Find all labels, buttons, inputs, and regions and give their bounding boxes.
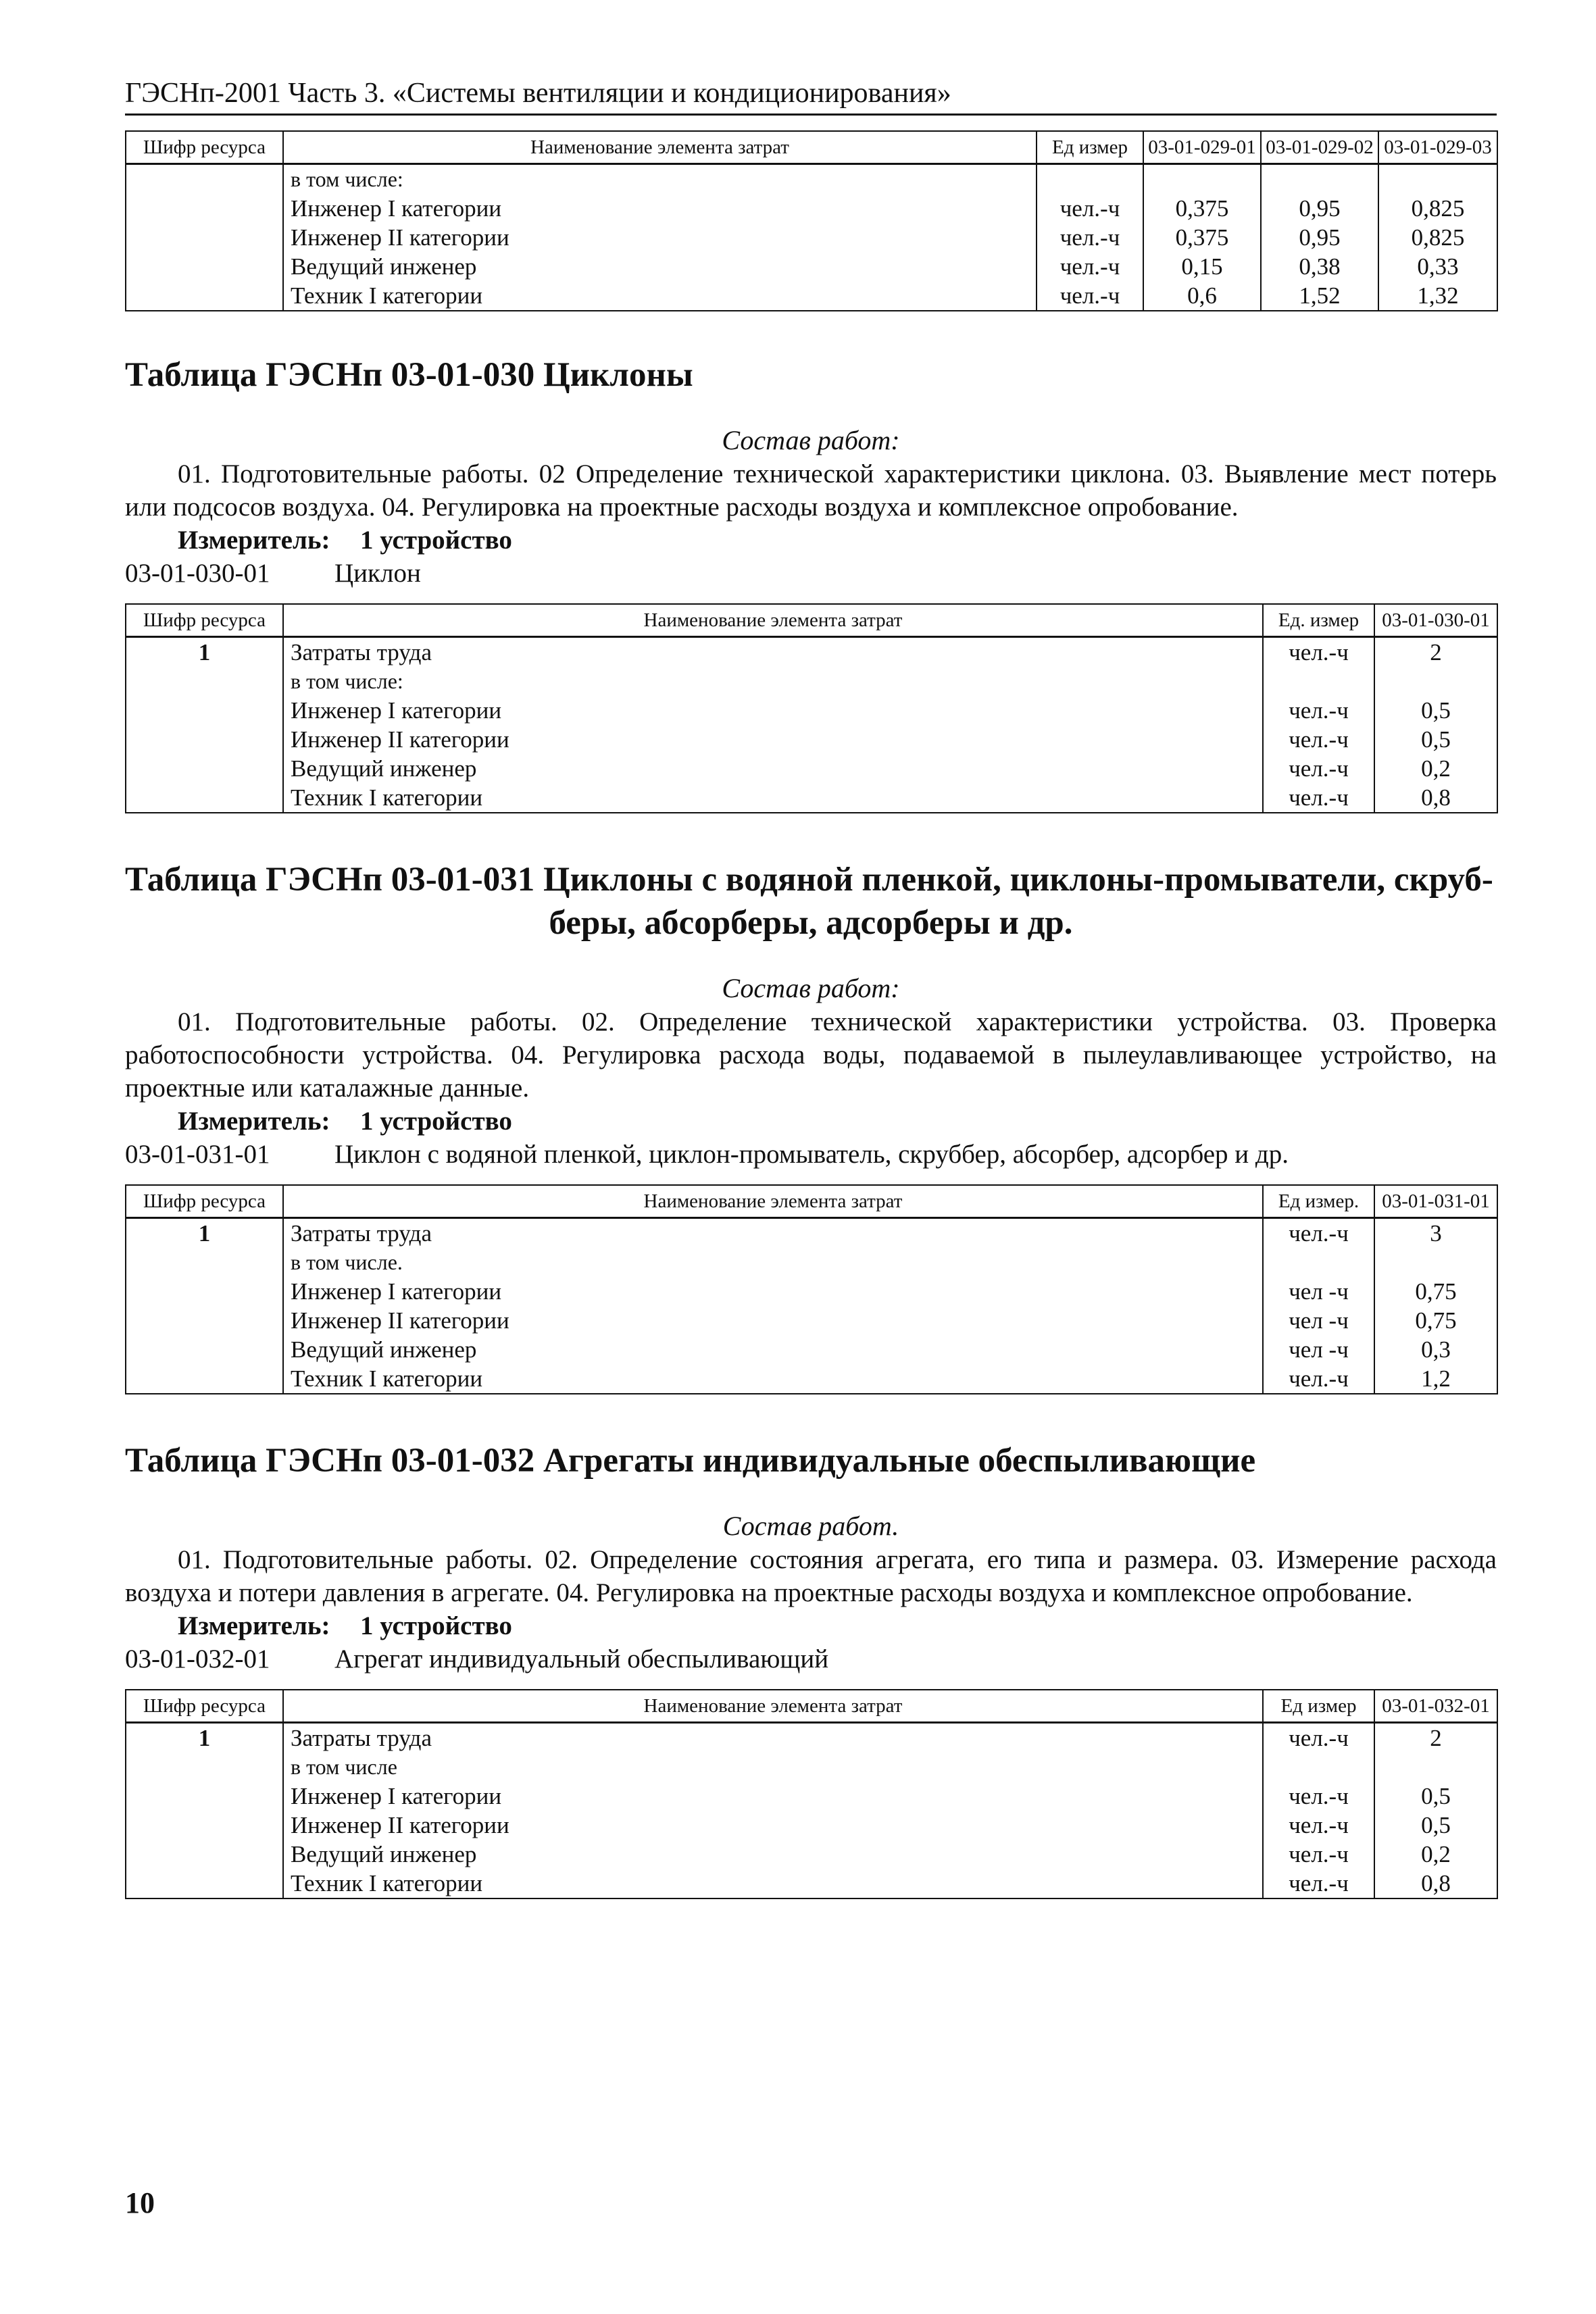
table-row xyxy=(126,637,1497,668)
document-page xyxy=(125,74,1497,1899)
row-name: Инженер II категории xyxy=(283,1811,1263,1840)
row-unit: чел.-ч xyxy=(1037,252,1143,281)
row-name: Инженер II категории xyxy=(283,725,1263,754)
row-value: 0,8 xyxy=(1374,783,1497,813)
row-value: 0,95 xyxy=(1261,194,1378,223)
table-row xyxy=(126,252,1497,281)
header-code: Шифр ресурса xyxy=(126,1690,283,1723)
row-name: Ведущий инженер xyxy=(283,754,1263,783)
table-row xyxy=(126,1218,1497,1249)
row-unit: чел.-ч xyxy=(1263,1782,1374,1811)
table-title: Таблица ГЭСНп 03-01-032 Агрегаты индивидуальные обеспыливающие xyxy=(125,1442,1256,1480)
table-row xyxy=(126,783,1497,813)
row-name: в том числе: xyxy=(283,667,1263,696)
works-label: Состав работ: xyxy=(722,425,900,455)
row-value: 0,5 xyxy=(1374,696,1497,725)
row-name: в том числе. xyxy=(283,1248,1263,1277)
table-row xyxy=(126,1277,1497,1306)
row-name: Техник I категории xyxy=(283,783,1263,813)
header-col1: 03-01-032-01 xyxy=(1374,1690,1497,1723)
table-row xyxy=(126,164,1497,195)
row-name: Инженер II категории xyxy=(283,223,1037,252)
measure-value: 1 устройство xyxy=(360,1107,512,1136)
works-label: Состав работ. xyxy=(722,1511,899,1541)
row-name: Ведущий инженер xyxy=(283,252,1037,281)
row-unit: чел.-ч xyxy=(1263,1811,1374,1840)
section-03-01-030 xyxy=(125,353,1497,813)
row-value: 0,825 xyxy=(1378,223,1497,252)
row-value: 0,5 xyxy=(1374,725,1497,754)
row-name: Техник I категории xyxy=(283,1869,1263,1898)
row-unit: чел.-ч xyxy=(1263,754,1374,783)
header-code: Шифр ресурса xyxy=(126,604,283,637)
header-col3: 03-01-029-03 xyxy=(1378,131,1497,164)
measure-value: 1 устройство xyxy=(360,1611,512,1640)
row-value: 0,6 xyxy=(1143,281,1261,311)
table-row xyxy=(126,1306,1497,1335)
row-name: в том числе xyxy=(283,1753,1263,1782)
row-value: 0,5 xyxy=(1374,1782,1497,1811)
row-unit: чел.-ч xyxy=(1037,194,1143,223)
header-name: Наименование элемента затрат xyxy=(283,1185,1263,1218)
row-unit: чел.-ч xyxy=(1263,1218,1374,1249)
table-row xyxy=(126,281,1497,311)
table-row xyxy=(126,1753,1497,1782)
row-unit: чел.-ч xyxy=(1263,1723,1374,1753)
row-value: 0,75 xyxy=(1374,1306,1497,1335)
header-col2: 03-01-029-02 xyxy=(1261,131,1378,164)
page-number: 10 xyxy=(125,2186,155,2219)
variant-line xyxy=(125,1642,1497,1676)
table-row xyxy=(126,754,1497,783)
table-row xyxy=(126,223,1497,252)
row-value: 2 xyxy=(1374,1723,1497,1753)
header-name: Наименование элемента затрат xyxy=(283,131,1037,164)
table-header-row xyxy=(126,131,1497,164)
row-unit: чел.-ч xyxy=(1263,1364,1374,1394)
table-header-row xyxy=(126,1690,1497,1723)
works-description: 01. Подготовительные работы. 02. Определение состояния агрегата, его типа и размера. 03. Измерение расхода воздуха и потери давления в агрегате. 04. Регулировка на проектные расходы воздуха и комплексное опробование. xyxy=(125,1545,1497,1607)
row-unit: чел.-ч xyxy=(1263,637,1374,668)
table-03-01-031 xyxy=(125,1184,1498,1394)
header-col1: 03-01-031-01 xyxy=(1374,1185,1497,1218)
measure-label: Измеритель: xyxy=(178,526,330,555)
row-code: 1 xyxy=(126,637,283,668)
row-value: 1,52 xyxy=(1261,281,1378,311)
measure-value: 1 устройство xyxy=(360,526,512,555)
variant-code: 03-01-031-01 xyxy=(125,1140,270,1169)
measure-label: Измеритель: xyxy=(178,1107,330,1136)
row-name: Инженер II категории xyxy=(283,1306,1263,1335)
row-unit: чел.-ч xyxy=(1037,281,1143,311)
table-03-01-030 xyxy=(125,603,1498,813)
row-unit: чел.-ч xyxy=(1263,696,1374,725)
table-row xyxy=(126,725,1497,754)
measure-line xyxy=(125,1105,1497,1138)
row-value: 0,375 xyxy=(1143,194,1261,223)
row-unit: чел.-ч xyxy=(1037,223,1143,252)
row-value: 0,825 xyxy=(1378,194,1497,223)
works-description: 01. Подготовительные работы. 02 Определение технической характеристики циклона. 03. Выявление мест потерь или подсосов воздуха. 04. Регулировка на проектные расходы воздуха и комплексное опробование. xyxy=(125,459,1497,522)
row-name: Техник I категории xyxy=(283,281,1037,311)
row-value: 1,32 xyxy=(1378,281,1497,311)
table-row xyxy=(126,1335,1497,1364)
row-name: Инженер I категории xyxy=(283,194,1037,223)
table-title-line-2: беры, абсорберы, адсорберы и др. xyxy=(549,904,1073,942)
table-row xyxy=(126,1782,1497,1811)
table-title xyxy=(125,858,1497,945)
row-value: 0,8 xyxy=(1374,1869,1497,1898)
row-name: Ведущий инженер xyxy=(283,1335,1263,1364)
variant-code: 03-01-032-01 xyxy=(125,1644,270,1674)
running-head: ГЭСНп-2001 Часть 3. «Системы вентиляции и кондиционирования» xyxy=(125,74,1497,116)
row-name: Инженер I категории xyxy=(283,1277,1263,1306)
table-row xyxy=(126,696,1497,725)
table-03-01-032 xyxy=(125,1689,1498,1899)
header-code: Шифр ресурса xyxy=(126,131,283,164)
header-unit: Ед. измер xyxy=(1263,604,1374,637)
row-name: Техник I категории xyxy=(283,1364,1263,1394)
row-unit: чел -ч xyxy=(1263,1306,1374,1335)
row-value: 0,375 xyxy=(1143,223,1261,252)
table-title: Таблица ГЭСНп 03-01-030 Циклоны xyxy=(125,356,693,394)
variant-line xyxy=(125,1138,1497,1171)
row-value: 0,2 xyxy=(1374,1840,1497,1869)
row-unit: чел -ч xyxy=(1263,1277,1374,1306)
row-value: 0,5 xyxy=(1374,1811,1497,1840)
header-col1: 03-01-030-01 xyxy=(1374,604,1497,637)
table-03-01-029 xyxy=(125,130,1498,311)
table-header-row xyxy=(126,604,1497,637)
table-header-row xyxy=(126,1185,1497,1218)
section-03-01-032 xyxy=(125,1439,1497,1899)
header-name: Наименование элемента затрат xyxy=(283,1690,1263,1723)
row-value: 0,15 xyxy=(1143,252,1261,281)
row-name: Ведущий инженер xyxy=(283,1840,1263,1869)
row-code: 1 xyxy=(126,1218,283,1249)
header-code: Шифр ресурса xyxy=(126,1185,283,1218)
works-description: 01. Подготовительные работы. 02. Определение технической характеристики устройства. 03. Проверка работоспособности устройства. 04. Регулировка расхода воды, подаваемой в пылеулавливающее устройство, на проектные или каталажные данные. xyxy=(125,1007,1497,1103)
table-row xyxy=(126,1811,1497,1840)
table-row xyxy=(126,1248,1497,1277)
row-unit: чел.-ч xyxy=(1263,783,1374,813)
row-name: Инженер I категории xyxy=(283,696,1263,725)
measure-label: Измеритель: xyxy=(178,1611,330,1640)
measure-line xyxy=(125,1609,1497,1642)
table-row xyxy=(126,194,1497,223)
row-code: 1 xyxy=(126,1723,283,1753)
row-value: 0,38 xyxy=(1261,252,1378,281)
row-value: 0,2 xyxy=(1374,754,1497,783)
row-value: 0,75 xyxy=(1374,1277,1497,1306)
row-value: 2 xyxy=(1374,637,1497,668)
row-value: 3 xyxy=(1374,1218,1497,1249)
row-unit: чел.-ч xyxy=(1263,725,1374,754)
header-col1: 03-01-029-01 xyxy=(1143,131,1261,164)
variant-name: Циклон xyxy=(334,559,421,588)
table-row xyxy=(126,1723,1497,1753)
header-unit: Ед измер xyxy=(1037,131,1143,164)
row-unit: чел.-ч xyxy=(1263,1869,1374,1898)
row-name: Инженер I категории xyxy=(283,1782,1263,1811)
variant-line xyxy=(125,557,1497,590)
row-value: 0,95 xyxy=(1261,223,1378,252)
measure-line xyxy=(125,524,1497,557)
table-row xyxy=(126,1364,1497,1394)
row-unit: чел -ч xyxy=(1263,1335,1374,1364)
works-label: Состав работ: xyxy=(722,973,900,1003)
row-unit: чел.-ч xyxy=(1263,1840,1374,1869)
table-title-line-1: Таблица ГЭСНп 03-01-031 Циклоны с водяной пленкой, циклоны-промыватели, скруб- xyxy=(125,861,1493,899)
header-unit: Ед измер. xyxy=(1263,1185,1374,1218)
table-row xyxy=(126,1840,1497,1869)
table-row xyxy=(126,667,1497,696)
row-value: 0,33 xyxy=(1378,252,1497,281)
table-row xyxy=(126,1869,1497,1898)
row-name: Затраты труда xyxy=(283,637,1263,668)
variant-name: Агрегат индивидуальный обеспыливающий xyxy=(334,1644,829,1674)
row-name: Затраты труда xyxy=(283,1723,1263,1753)
header-unit: Ед измер xyxy=(1263,1690,1374,1723)
row-name: Затраты труда xyxy=(283,1218,1263,1249)
variant-name: Циклон с водяной пленкой, циклон-промыватель, скруббер, абсорбер, адсорбер и др. xyxy=(334,1140,1289,1169)
variant-code: 03-01-030-01 xyxy=(125,559,270,588)
header-name: Наименование элемента затрат xyxy=(283,604,1263,637)
row-value: 1,2 xyxy=(1374,1364,1497,1394)
section-03-01-031 xyxy=(125,858,1497,1394)
row-value: 0,3 xyxy=(1374,1335,1497,1364)
row-name: в том числе: xyxy=(283,164,1037,195)
